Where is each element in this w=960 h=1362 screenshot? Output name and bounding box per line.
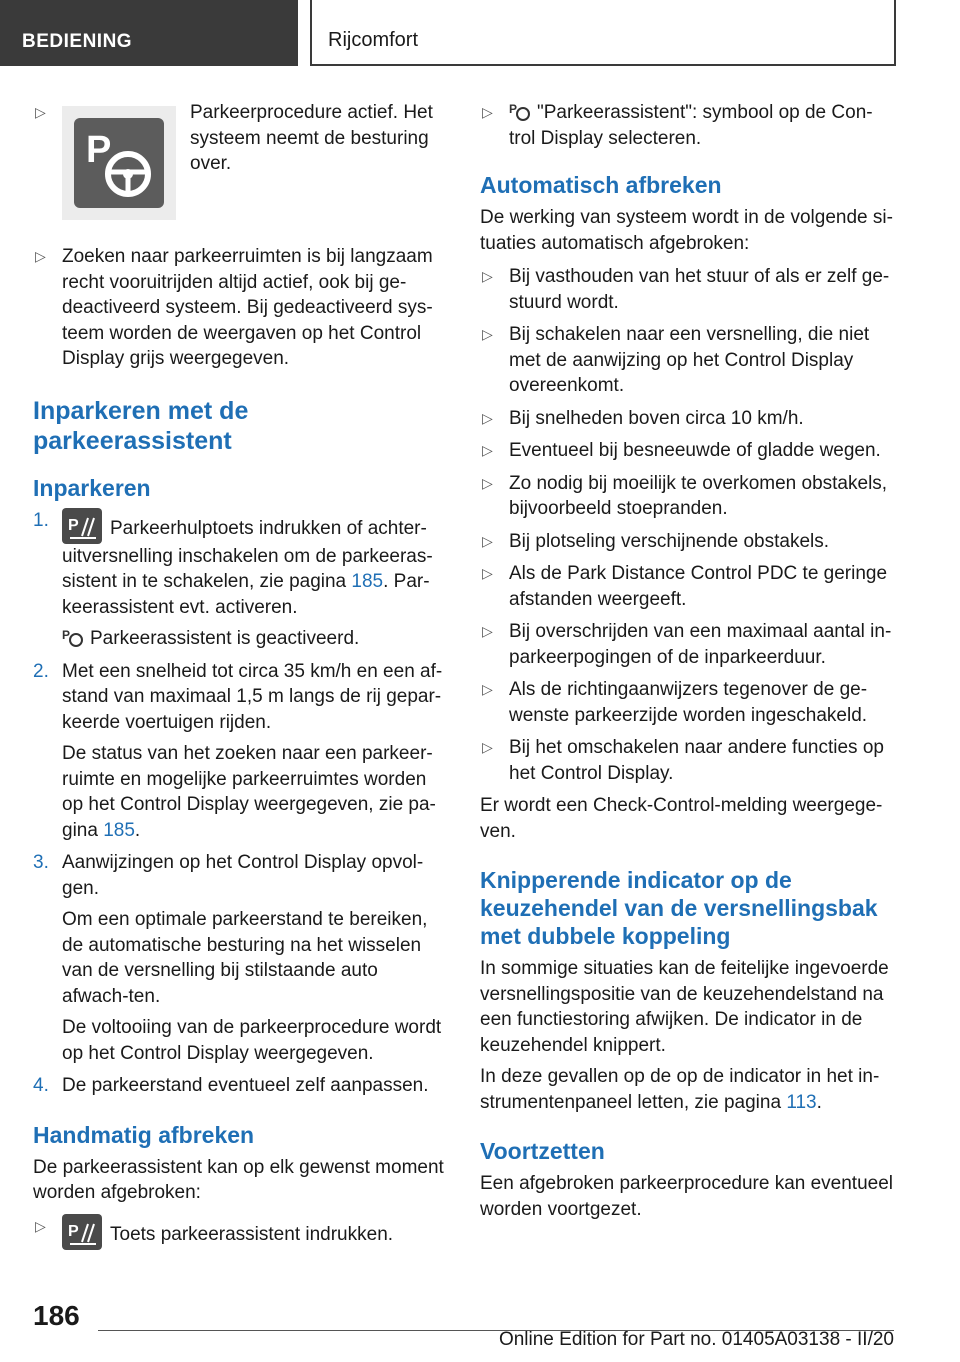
section-title: BEDIENING	[0, 0, 298, 66]
svg-text:P: P	[68, 1222, 79, 1240]
triangle-bullet-icon: ▷	[482, 268, 493, 284]
park-assist-active-icon	[62, 106, 176, 220]
edition-note: Online Edition for Part no. 01405A03138 - II/20	[498, 1329, 894, 1350]
park-assist-symbol-icon	[62, 627, 84, 647]
list-item: ▷ Bij het omschakelen naar andere functies op het Control Display.	[482, 737, 884, 784]
triangle-bullet-icon: ▷	[482, 623, 493, 639]
step-1: 1. P Parkeerhulptoets indrukken of achter-uitversnelling inschakelen om de parkeeras-sistent in te schakelen, zie pagina 185. Par-keerassistent evt. activeren. P Parkeerassistent is geactiveerd.	[33, 508, 447, 652]
park-assist-button-icon	[62, 508, 102, 544]
list-item: ▷ P Parkeerprocedure actief. Het systeem neemt de besturing over.	[33, 100, 447, 230]
park-assist-symbol-icon	[509, 101, 531, 121]
auto-abort-list	[480, 264, 894, 786]
list-item: ▷ Eventueel bij besneeuwde of gladde wegen.	[480, 438, 894, 464]
triangle-bullet-icon: ▷	[35, 104, 46, 120]
chapter-title: Rijcomfort	[310, 0, 896, 66]
heading-knipperende: Knipperende indicator op de keuzehendel van de versnellingsbak met dubbele koppeling	[480, 867, 878, 949]
triangle-bullet-icon: ▷	[482, 104, 493, 120]
svg-text:P: P	[62, 628, 71, 642]
list-item: ▷ Zo nodig bij moeilijk te overkomen obstakels, bijvoorbeeld stoepranden.	[482, 472, 888, 519]
triangle-bullet-icon: ▷	[482, 442, 493, 458]
step-1-sub: P Parkeerassistent is geactiveerd.	[62, 628, 360, 649]
page-link[interactable]: 185	[103, 819, 135, 841]
step-3: 3. Aanwijzingen op het Control Display opvol-gen. Om een optimale parkeerstand te bereiken, de automatische besturing na het wisselen van de versnelling bij stilstaande auto afwach-ten. De voltooiing van de parkeerprocedure wordt op het Control Display weergegeven.	[33, 852, 442, 1064]
list-item: ▷ Bij snelheden boven circa 10 km/h.	[480, 406, 894, 432]
list-item: ▷ P Toets parkeerassistent indrukken.	[33, 1214, 447, 1250]
heading-voortzetten: Voortzetten	[480, 1138, 605, 1164]
list-item: ▷ Als de richtingaanwijzers tegenover de ge-wenste parkeerzijde worden ingeschakeld.	[482, 679, 868, 726]
left-column: ▷ P Parkeerprocedure actief. Het systeem neemt de besturing over. ▷ Zoeken naar parkeerruimten is bij langzaam recht vooruitrijden altijd actief, ook bij ge-deactiveerd systeem. Bij gedeactiveerd sys-teem worden de weergaven op het Control Display grijs weergegeven. Inparkeren met de parkeerassistent Inparkeren 1. P Parkeerhulptoets indrukken of achter-uitversnelling inschakelen om de parkeeras-sistent in te schakelen, zie pagina 185. Par-keerassistent evt. activeren. P Parkeerassistent is geactiveerd. 2. Met een snelheid tot circa 35 km/h en een af-stand van maximaal 1,5 m langs de rij gepar-keerde voertuigen rijden. De status van het zoeken naar een parkeer-ruimte en mogelijke parkeerruimtes worden op het Control Display weergegeven, zie pa-gina 185. 3. Aanwijzingen op het Control Display opvol-gen. Om een optimale parkeerstand te bereiken, de automatische besturing na het wisselen van de versnelling bij stilstaande auto afwach-ten. De voltooiing van de parkeerprocedure wordt op het Control Display weergegeven. 4. De parkeerstand eventueel zelf aanpassen. Handmatig afbreken De parkeerassistent kan op elk gewenst moment worden afgebroken: ▷ P Toets parkeerassistent indrukken.	[33, 100, 447, 1257]
list-item: ▷ Bij schakelen naar een versnelling, die niet met de aanwijzing op het Control Display overeenkomt.	[482, 324, 870, 396]
list-item: ▷ P "Parkeerassistent": symbool op de Con-trol Display selecteren.	[482, 102, 873, 149]
triangle-bullet-icon: ▷	[35, 1217, 46, 1234]
triangle-bullet-icon: ▷	[35, 248, 46, 264]
triangle-bullet-icon: ▷	[482, 565, 493, 581]
heading-handmatig: Handmatig afbreken	[33, 1121, 255, 1148]
heading-inparkeren: Inparkeren	[33, 474, 151, 501]
list-item: ▷ Bij plotseling verschijnende obstakels.	[480, 529, 894, 555]
svg-text:P: P	[509, 102, 518, 116]
step-2: 2. Met een snelheid tot circa 35 km/h en een af-stand van maximaal 1,5 m langs de rij gepar-keerde voertuigen rijden. De status van het zoeken naar een parkeer-ruimte en mogelijke parkeerruimtes worden op het Control Display weergegeven, zie pa-gina 185.	[33, 660, 443, 841]
list-item: ▷ Bij overschrijden van een maximaal aantal in-parkeerpogingen of de inparkeerduur.	[482, 621, 892, 668]
heading-inparkeren-met: Inparkeren met de parkeerassistent	[33, 396, 249, 455]
triangle-bullet-icon: ▷	[482, 681, 493, 697]
page-link[interactable]: 185	[351, 571, 384, 592]
triangle-bullet-icon: ▷	[482, 409, 493, 426]
step-4: 4. De parkeerstand eventueel zelf aanpassen.	[33, 1075, 429, 1096]
triangle-bullet-icon: ▷	[482, 474, 493, 491]
page-number: 186	[33, 1300, 80, 1331]
svg-text:P: P	[68, 516, 79, 534]
list-item: ▷ Als de Park Distance Control PDC te geringe afstanden weergeeft.	[482, 563, 888, 610]
page-link[interactable]: 113	[786, 1091, 817, 1113]
page-header	[0, 0, 960, 66]
triangle-bullet-icon: ▷	[482, 739, 493, 755]
right-column: ▷ P "Parkeerassistent": symbool op de Con-trol Display selecteren. Automatisch afbreken De werking van systeem wordt in de volgende si-tuaties automatisch afgebroken: ▷ Bij vasthouden van het stuur of als er zelf ge-stuurd wordt. ▷ Bij schakelen naar een versnelling, die niet met de aanwijzing op het Control Display overeenkomt. ▷ Bij snelheden boven circa 10 km/h. ▷ Eventueel bij besneeuwde of gladde wegen. ▷ Zo nodig bij moeilijk te overkomen obstakels, bijvoorbeeld stoepranden. ▷ Bij plotseling verschijnende obstakels. ▷ Als de Park Distance Control PDC te geringe afstanden weergeeft. ▷ Bij overschrijden van een maximaal aantal in-parkeerpogingen of de inparkeerduur. ▷ Als de richtingaanwijzers tegenover de ge-wenste parkeerzijde worden ingeschakeld. ▷ Bij het omschakelen naar andere functies op het Control Display. Er wordt een Check-Control-melding weergege-ven. Knipperende indicator op de keuzehendel van de versnellingsbak met dubbele koppeling In sommige situaties kan de feitelijke ingevoerde versnellingspositie van de keuzehendelstand na een functiestoring afwijken. De indicator in de keuzehendel knippert. In deze gevallen op de op de indicator in het in-strumentenpaneel letten, zie pagina 113. Voortzetten Een afgebroken parkeerprocedure kan eventueel worden voortgezet.	[480, 102, 894, 1220]
park-assist-button-icon	[62, 1214, 102, 1250]
list-item: ▷ Bij vasthouden van het stuur of als er zelf ge-stuurd wordt.	[482, 266, 890, 313]
heading-automatisch: Automatisch afbreken	[480, 172, 722, 198]
triangle-bullet-icon: ▷	[482, 532, 493, 549]
svg-text:P: P	[86, 129, 112, 171]
list-item: ▷ Zoeken naar parkeerruimten is bij langzaam recht vooruitrijden altijd actief, ook bij ge-deactiveerd systeem. Bij gedeactiveerd sys-teem worden de weergaven op het Control Display grijs weergegeven.	[35, 246, 433, 369]
triangle-bullet-icon: ▷	[482, 326, 493, 342]
